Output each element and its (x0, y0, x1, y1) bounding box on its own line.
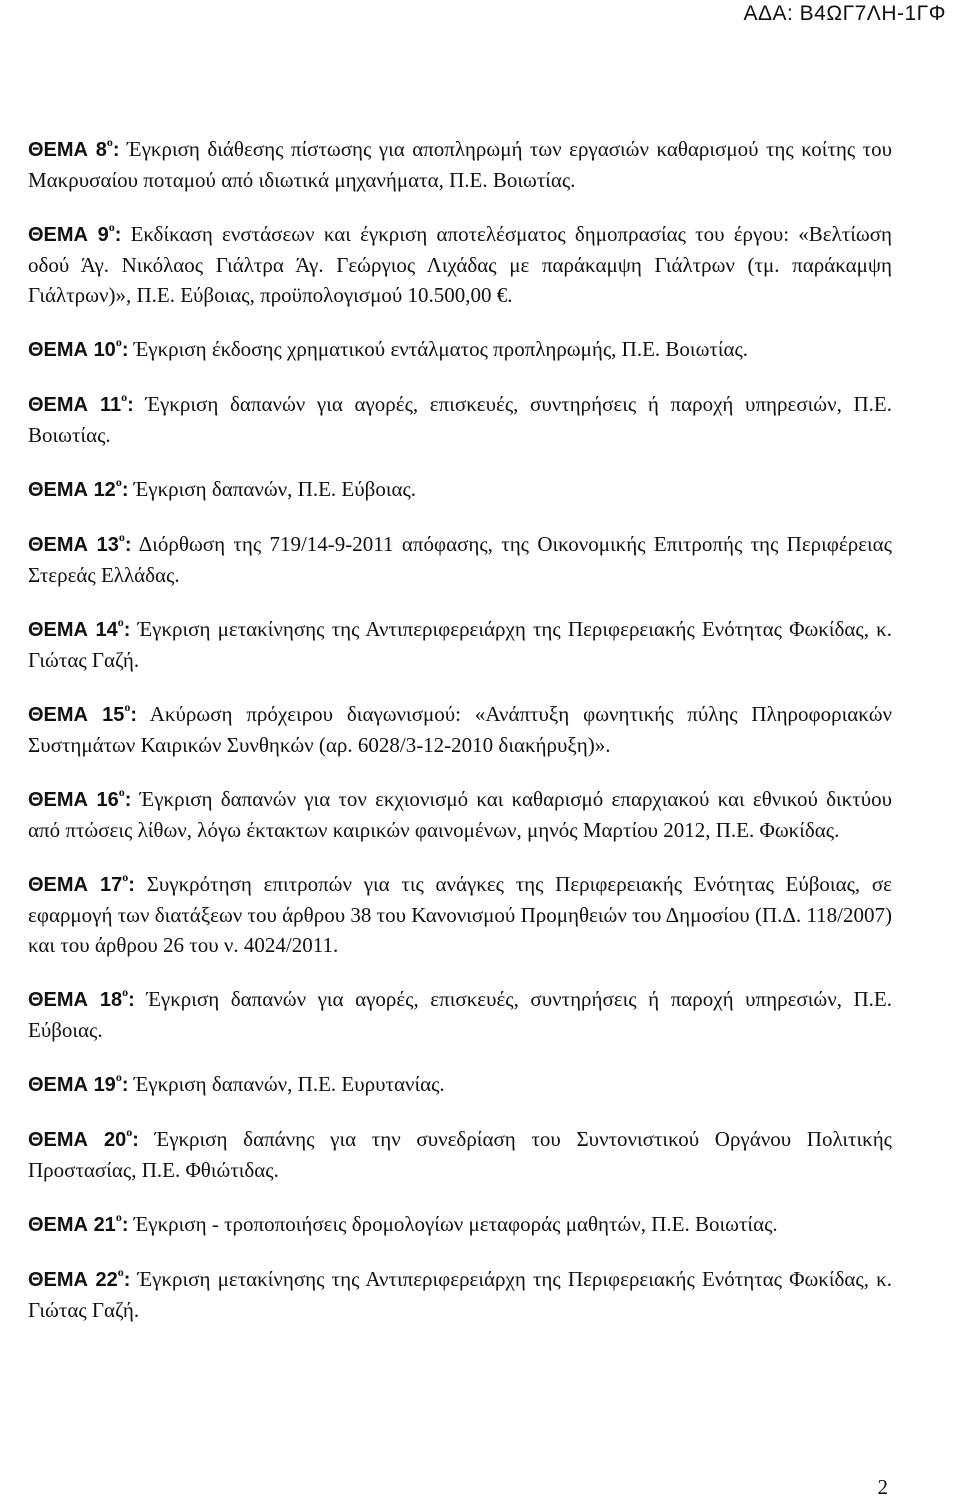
ada-header: ΑΔΑ: Β4ΩΓ7ΛΗ-1ΓΦ (743, 2, 946, 25)
item-text: Ακύρωση πρόχειρου διαγωνισμού: «Ανάπτυξη φωνητικής πύλης Πληροφοριακών Συστημάτων Καιρικών Συνθηκών (αρ. 6028/3-12-2010 διακήρυξη)». (28, 702, 893, 757)
item-text: Έγκριση μετακίνησης της Αντιπεριφερειάρχη της Περιφερειακής Ενότητας Φωκίδας, κ. Γιώτας Γαζή. (28, 617, 893, 672)
item-text: Έγκριση δαπάνης για την συνεδρίαση του Συντονιστικού Οργάνου Πολιτικής Προστασίας, Π.Ε. Φθιώτιδας. (28, 1127, 892, 1182)
item-label: ΘΕΜΑ $21^o$: (28, 1210, 129, 1236)
item-text: Έγκριση έκδοσης χρηματικού εντάλματος προπληρωμής, Π.Ε. Βοιωτίας. (133, 337, 749, 361)
item-label: ΘΕΜΑ $14^o$: (28, 615, 131, 641)
item-label: ΘΕΜΑ $17^o$: (28, 870, 135, 896)
item-label: ΘΕΜΑ $9^o$: (28, 220, 122, 246)
item-label: ΘΕΜΑ $8^o$: (28, 135, 120, 161)
item-text: Συγκρότηση επιτροπών για τις ανάγκες της Περιφερειακής Ενότητας Εύβοιας, σε εφαρμογή των διατάξεων του άρθρου 38 του Κανονισμού Προμηθειών του Δημοσίου (Π.Δ. 118/2007) και του άρθρου 26 του ν. 4024/2011. (28, 872, 892, 957)
agenda-item-18 (28, 984, 892, 1045)
item-text: Έγκριση δαπανών, Π.Ε. Εύβοιας. (133, 477, 417, 501)
item-text: Εκδίκαση ενστάσεων και έγκριση αποτελέσματος δημοπρασίας του έργου: «Βελτίωση οδού Άγ. Νικόλαος Γιάλτρα Άγ. Γεώργιος Λιχάδας με παράκαμψη Γιάλτρων (τμ. παράκαμψη Γιάλτρων)», Π.Ε. Εύβοιας, προϋπολογισμού 10.500,00 €. (28, 222, 893, 307)
agenda-item-21 (28, 1209, 892, 1240)
item-label: ΘΕΜΑ $15^o$: (28, 700, 138, 726)
item-text: Έγκριση δαπανών για αγορές, επισκευές, συντηρήσεις ή παροχή υπηρεσιών, Π.Ε. Εύβοιας. (28, 987, 893, 1042)
item-label: ΘΕΜΑ $16^o$: (28, 785, 132, 811)
item-label: ΘΕΜΑ $13^o$: (28, 530, 132, 556)
agenda-item-14 (28, 614, 892, 675)
item-text: Έγκριση μετακίνησης της Αντιπεριφερειάρχη της Περιφερειακής Ενότητας Φωκίδας, κ. Γιώτας Γαζή. (28, 1267, 893, 1322)
item-text: Έγκριση - τροποποιήσεις δρομολογίων μεταφοράς μαθητών, Π.Ε. Βοιωτίας. (133, 1212, 778, 1236)
agenda-item-15 (28, 699, 892, 760)
agenda-item-10 (28, 334, 892, 365)
item-label: ΘΕΜΑ $12^o$: (28, 475, 129, 501)
item-label: ΘΕΜΑ $18^o$: (28, 985, 135, 1011)
item-label: ΘΕΜΑ $11^o$: (28, 390, 134, 416)
agenda-item-13 (28, 529, 892, 590)
agenda-item-19 (28, 1069, 892, 1100)
item-label: ΘΕΜΑ $20^o$: (28, 1125, 139, 1151)
agenda-item-20 (28, 1124, 892, 1185)
item-label: ΘΕΜΑ $19^o$: (28, 1070, 129, 1096)
item-label: ΘΕΜΑ $22^o$: (28, 1265, 131, 1291)
agenda-item-22 (28, 1264, 892, 1325)
agenda-item-9 (28, 219, 892, 310)
agenda-list (28, 134, 892, 1349)
item-text: Έγκριση διάθεσης πίστωσης για αποπληρωμή των εργασιών καθαρισμού της κοίτης του Μακρυσαίου ποταμού από ιδιωτικά μηχανήματα, Π.Ε. Βοιωτίας. (28, 137, 893, 192)
item-text: Διόρθωση της 719/14-9-2011 απόφασης, της Οικονομικής Επιτροπής της Περιφέρειας Στερεάς Ελλάδας. (28, 532, 893, 587)
agenda-item-8 (28, 134, 892, 195)
item-label: ΘΕΜΑ $10^o$: (28, 335, 129, 361)
agenda-item-17 (28, 869, 892, 960)
item-text: Έγκριση δαπανών για τον εκχιονισμό και καθαρισμό επαρχιακού και εθνικού δικτύου από πτώσεις λίθων, λόγω έκτακτων καιρικών φαινομένων, μηνός Μαρτίου 2012, Π.Ε. Φωκίδας. (28, 787, 892, 842)
agenda-item-16 (28, 784, 892, 845)
page-number: 2 (877, 1475, 888, 1499)
item-text: Έγκριση δαπανών, Π.Ε. Ευρυτανίας. (133, 1072, 445, 1096)
agenda-item-11 (28, 389, 892, 450)
item-text: Έγκριση δαπανών για αγορές, επισκευές, συντηρήσεις ή παροχή υπηρεσιών, Π.Ε. Βοιωτίας. (28, 392, 893, 447)
agenda-item-12 (28, 474, 892, 505)
